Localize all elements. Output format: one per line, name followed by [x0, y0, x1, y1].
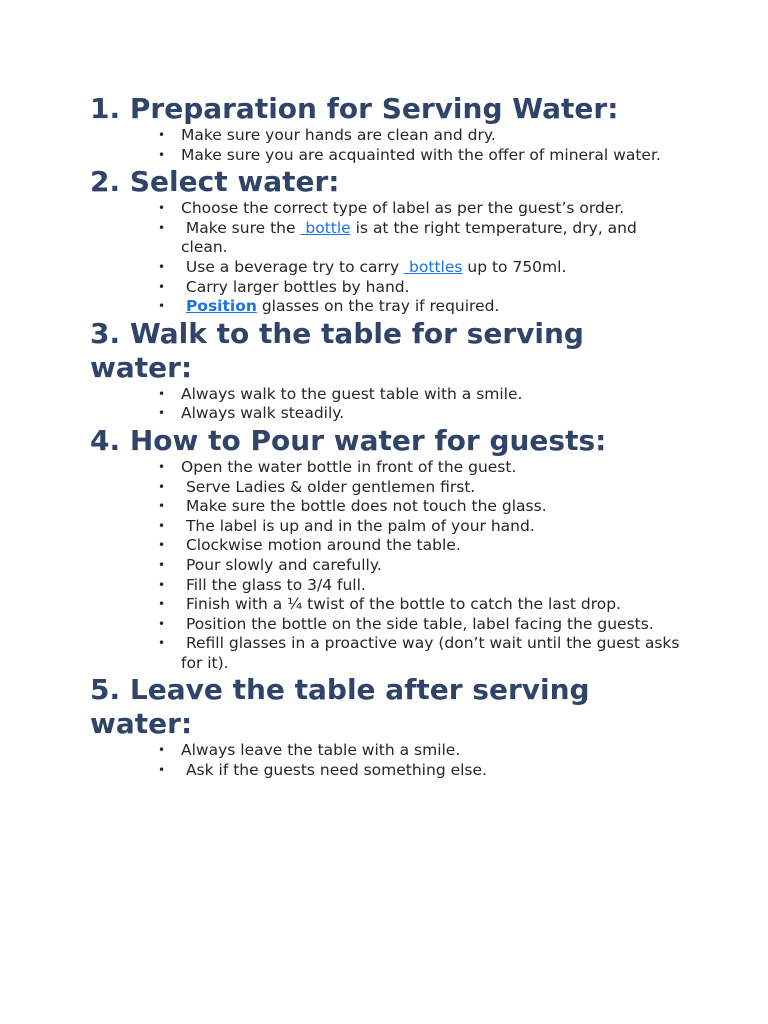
list-item: • Finish with a ¼ twist of the bottle to catch the last drop.	[90, 595, 680, 615]
list-item: • Always walk to the guest table with a smile.	[90, 385, 680, 405]
position-link[interactable]: Position	[185, 297, 257, 316]
list-item	[90, 297, 680, 317]
list-item	[90, 219, 680, 258]
list-item: • Choose the correct type of label as per the guest’s order.	[90, 199, 680, 219]
list-item: • Clockwise motion around the table.	[90, 536, 680, 556]
bullet-list-select-water	[90, 199, 680, 317]
list-item-text: glasses on the tray if required.	[256, 297, 500, 316]
list-item-text: Use a beverage try to carry	[181, 257, 405, 276]
bullet-list-leave-table	[90, 741, 680, 780]
list-item: • Always leave the table with a smile.	[90, 741, 680, 761]
list-item: • Always walk steadily.	[90, 404, 680, 424]
list-item: • Make sure you are acquainted with the offer of mineral water.	[90, 146, 680, 166]
section-title-how-to-pour: 4. How to Pour water for guests:	[90, 423, 607, 457]
list-item: • Open the water bottle in front of the guest.	[90, 458, 680, 478]
list-item-text: Make sure the	[181, 218, 301, 237]
bottles-link[interactable]: bottles	[404, 257, 463, 276]
list-item: • Ask if the guests need something else.	[90, 761, 680, 781]
section-title-walk-to-table: 3. Walk to the table for serving water:	[90, 316, 584, 384]
list-item: • Carry larger bottles by hand.	[90, 278, 680, 298]
list-item: • Serve Ladies & older gentlemen first.	[90, 478, 680, 498]
list-item: • The label is up and in the palm of your hand.	[90, 517, 680, 537]
list-item-text: up to 750ml.	[462, 257, 567, 276]
bottle-link[interactable]: bottle	[300, 218, 351, 237]
section-title-leave-table: 5. Leave the table after serving water:	[90, 673, 590, 741]
bullet-list-preparation	[90, 126, 680, 165]
list-item: • Position the bottle on the side table, label facing the guests.	[90, 615, 680, 635]
bullet-list-how-to-pour	[90, 457, 685, 674]
bullet-list-walk-to-table	[90, 385, 680, 424]
list-item: • Pour slowly and carefully.	[90, 556, 680, 576]
section-title-select-water: 2. Select water:	[90, 165, 340, 199]
list-item-text: is at the right temperature, dry, and clean.	[181, 218, 637, 257]
list-item: • Make sure the bottle does not touch the glass.	[90, 497, 680, 517]
list-item	[90, 258, 680, 278]
section-title-preparation: 1. Preparation for Serving Water:	[90, 92, 619, 125]
document-page	[90, 92, 685, 781]
list-item: • Make sure your hands are clean and dry.	[90, 126, 680, 146]
list-item: • Fill the glass to 3/4 full.	[90, 576, 680, 596]
list-item: • Refill glasses in a proactive way (don’t wait until the guest asks for it).	[90, 634, 680, 673]
